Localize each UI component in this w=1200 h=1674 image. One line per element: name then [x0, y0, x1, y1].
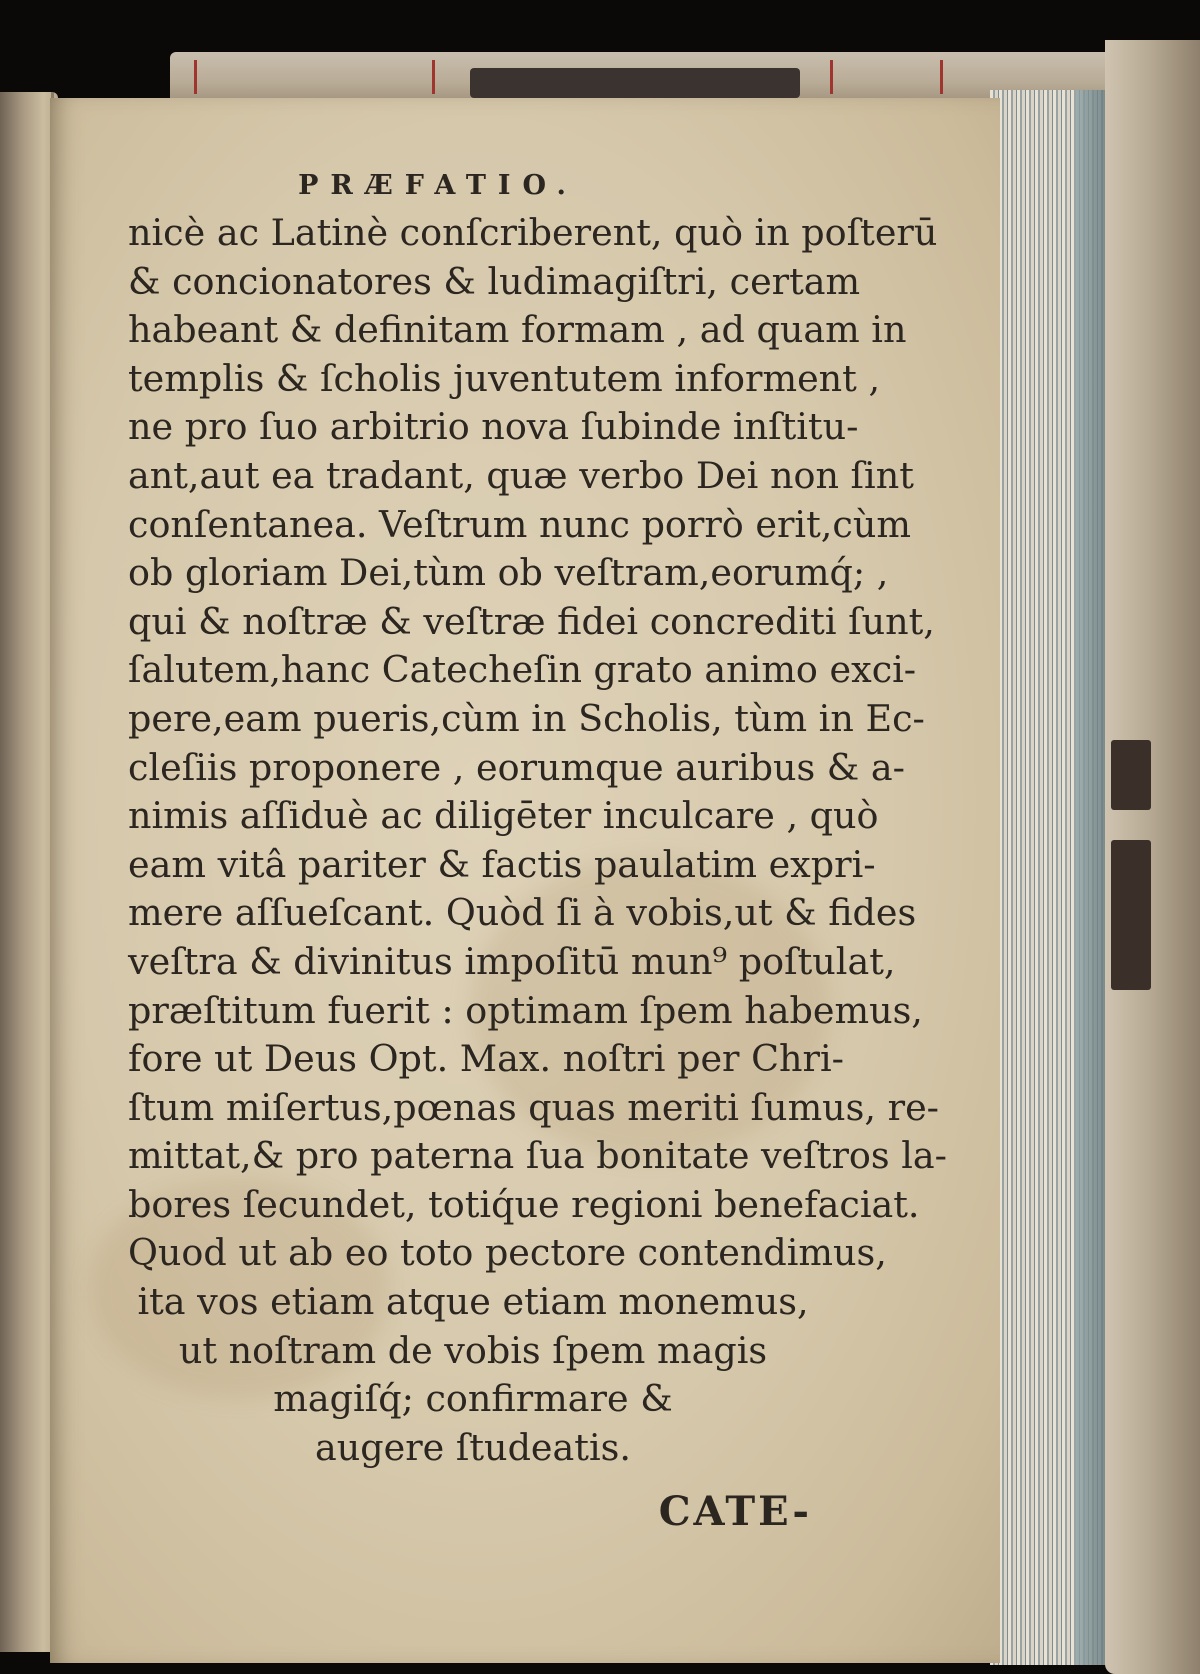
text-block [128, 170, 947, 1536]
text-line: nimis aſſiduè ac diligēter inculcare , quò [128, 794, 879, 838]
text-line: qui & noſtræ & veſtræ fidei concrediti ſunt, [128, 599, 935, 643]
cover-tie [1111, 840, 1151, 990]
text-line: & concionatores & ludimagiſtri, certam [128, 259, 861, 303]
red-edge-mark [194, 60, 197, 94]
red-edge-mark [830, 60, 833, 94]
text-line: mere aſſueſcant. Quòd ſi à vobis,ut & fides [128, 891, 917, 935]
text-line: ſalutem,hanc Catecheſin grato animo exci- [128, 648, 917, 692]
cover-tie [1111, 740, 1151, 810]
text-line: bores ſecundet, totiq́ue regioni benefaciat. [128, 1182, 920, 1226]
text-line: Quod ut ab eo toto pectore contendimus, [128, 1231, 887, 1275]
text-line: ob gloriam Dei,tùm ob veſtram,eorumq́; , [128, 551, 889, 595]
text-line: templis & ſcholis juventutem informent , [128, 356, 881, 400]
book-page [50, 98, 1000, 1663]
text-line: eam vitâ pariter & factis paulatim expri- [128, 842, 876, 886]
text-line: præſtitum fuerit : optimam ſpem habemus, [128, 988, 923, 1032]
text-line: magiſq́; confirmare & [273, 1377, 673, 1421]
text-line: mittat,& pro paterna ſua bonitate veſtros la- [128, 1134, 947, 1178]
text-line: nicè ac Latinè conſcriberent, quò in poſterū [128, 211, 938, 254]
text-line: pere,eam pueris,cùm in Scholis, tùm in Ec- [128, 696, 925, 740]
text-line: habeant & definitam formam , ad quam in [128, 308, 907, 352]
running-head: PRÆFATIO. [298, 170, 578, 201]
text-line: ne pro ſuo arbitrio nova ſubinde inſtitu- [128, 405, 859, 449]
text-line: ſtum miſertus,pœnas quas meriti ſumus, re- [128, 1085, 940, 1129]
catchword: CATE- [658, 1488, 812, 1536]
red-edge-mark [940, 60, 943, 94]
text-line: ut noſtram de vobis ſpem magis [178, 1328, 768, 1372]
text-line: ita vos etiam atque etiam monemus, [137, 1280, 809, 1324]
red-edge-mark [432, 60, 435, 94]
text-line: ant,aut ea tradant, quæ verbo Dei non ſint [128, 453, 914, 497]
page-fore-edge [990, 90, 1110, 1665]
text-line: conſentanea. Veſtrum nunc porrò erit,cùm [128, 502, 911, 546]
text-line: veſtra & divinitus impoſitū mun⁹ poſtulat, [128, 939, 896, 983]
headband-shadow [470, 68, 800, 98]
text-line: augere ſtudeatis. [315, 1425, 631, 1469]
book-cover-edge [1105, 40, 1200, 1674]
text-line: cleſiis proponere , eorumque auribus & a- [128, 745, 905, 789]
text-line: fore ut Deus Opt. Max. noſtri per Chri- [128, 1037, 844, 1081]
